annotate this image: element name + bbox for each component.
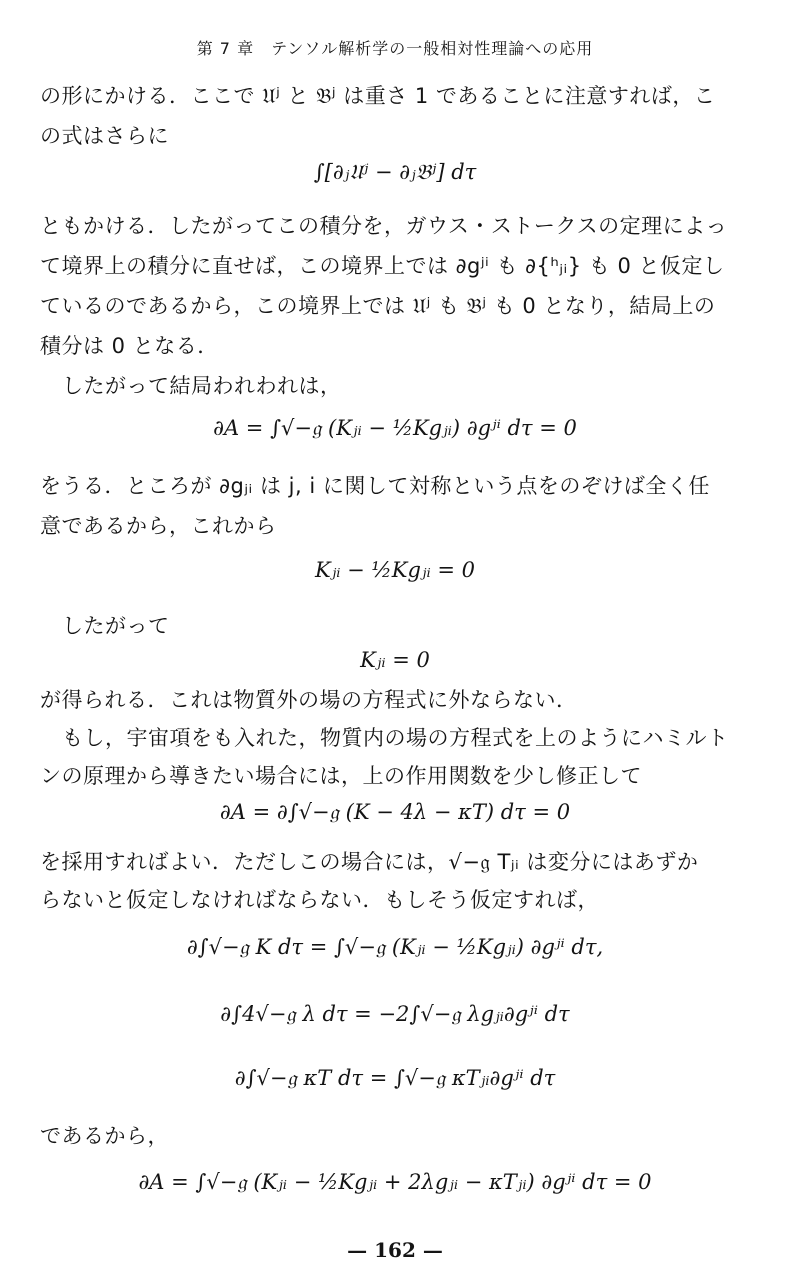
page-number: — 162 — xyxy=(347,1238,443,1262)
text-line: の式はさらに xyxy=(40,124,169,148)
text-line: ンの原理から導きたい場合には，上の作用関数を少し修正して xyxy=(40,764,642,788)
text-line: らないと仮定しなければならない．もしそう仮定すれば， xyxy=(40,888,599,912)
text-line: を採用すればよい．ただしこの場合には，√−𝔤 Tⱼᵢ は変分にはあずか xyxy=(40,850,699,874)
text-line: したがって xyxy=(62,614,170,638)
text-line: 意であるから，これから xyxy=(40,514,277,538)
equation: Kⱼᵢ = 0 xyxy=(360,648,430,672)
equation: ∂∫√−𝔤 κT dτ = ∫√−𝔤 κTⱼᵢ∂gʲⁱ dτ xyxy=(234,1066,556,1090)
text-line: をうる．ところが ∂gⱼᵢ は j, i に関して対称という点をのぞけば全く任 xyxy=(40,474,710,498)
text-line: ともかける．したがってこの積分を，ガウス・ストークスの定理によっ xyxy=(40,214,728,238)
running-header: 第 7 章 テンソル解析学の一般相対性理論への応用 xyxy=(196,39,594,58)
text-line: の形にかける．ここで 𝔘ʲ と 𝔅ʲ は重さ 1 であることに注意すれば，こ xyxy=(40,84,716,108)
equation: Kⱼᵢ − ½Kgⱼᵢ = 0 xyxy=(315,558,475,582)
equation: ∂∫4√−𝔤 λ dτ = −2∫√−𝔤 λgⱼᵢ∂gʲⁱ dτ xyxy=(220,1002,570,1026)
text-line: ているのであるから，この境界上では 𝔘ʲ も 𝔅ʲ も 0 となり，結局上の xyxy=(40,294,716,318)
text-line: 積分は 0 となる． xyxy=(40,334,219,358)
equation: ∂∫√−𝔤 K dτ = ∫√−𝔤 (Kⱼᵢ − ½Kgⱼᵢ) ∂gʲⁱ dτ, xyxy=(186,935,604,959)
text-line: て境界上の積分に直せば，この境界上では ∂gʲⁱ も ∂{ʰⱼᵢ} も 0 と仮定し xyxy=(40,254,725,278)
text-line: であるから， xyxy=(40,1124,169,1148)
equation: ∫[∂ⱼ𝔘ʲ − ∂ⱼ𝔅ʲ] dτ xyxy=(313,160,477,184)
text-line: が得られる．これは物質外の場の方程式に外ならない． xyxy=(40,688,578,712)
text-line: したがって結局われわれは， xyxy=(62,374,342,398)
equation: ∂A = ∂∫√−𝔤 (K − 4λ − κT) dτ = 0 xyxy=(219,800,571,824)
equation: ∂A = ∫√−𝔤 (Kⱼᵢ − ½Kgⱼᵢ + 2λgⱼᵢ − κTⱼᵢ) ∂gʲⁱ dτ = 0 xyxy=(138,1170,652,1194)
text-line: もし，宇宙項をも入れた，物質内の場の方程式を上のようにハミルト xyxy=(62,726,729,750)
equation: ∂A = ∫√−𝔤 (Kⱼᵢ − ½Kgⱼᵢ) ∂gʲⁱ dτ = 0 xyxy=(213,416,577,440)
